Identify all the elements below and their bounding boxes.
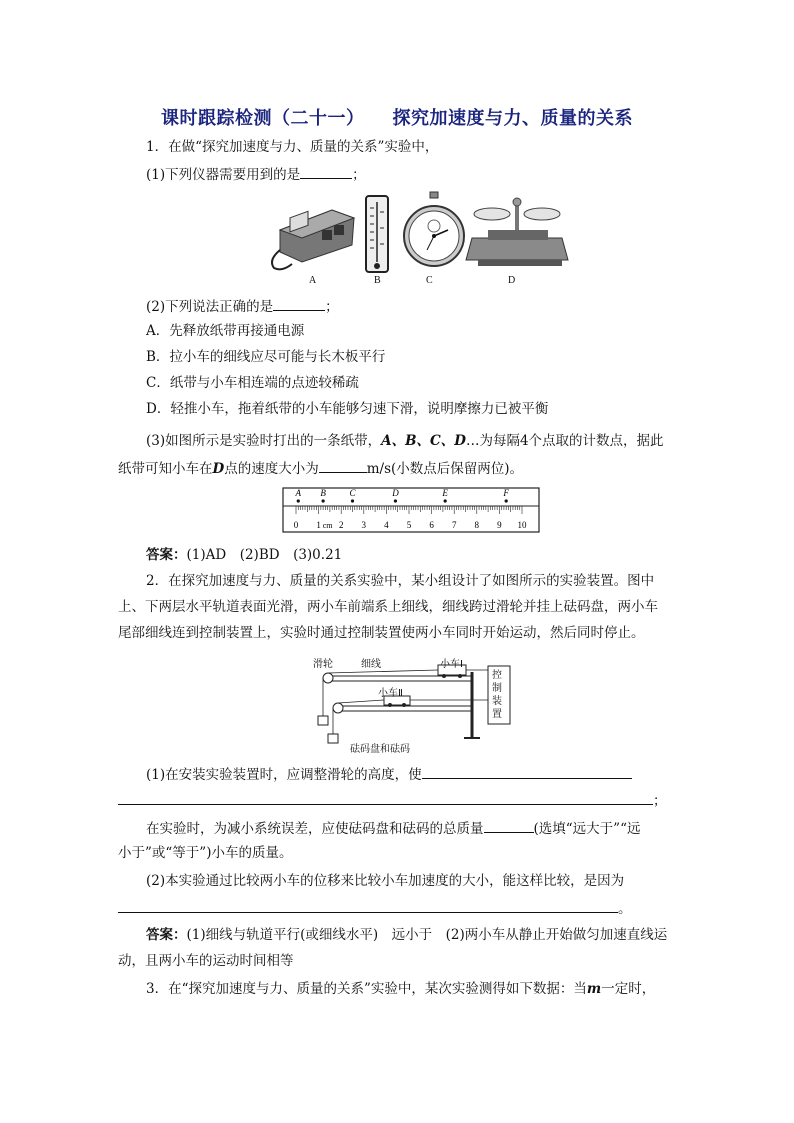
- instrument-label-b: B: [374, 275, 381, 286]
- ruler-number: 8: [474, 520, 480, 530]
- q2-part1-cont: ；: [118, 790, 678, 810]
- q1-answer: 答案：(1)AD (2)BD (3)0.21: [146, 547, 343, 563]
- ruler-number: 10: [517, 520, 527, 530]
- tape-dot: [351, 499, 354, 502]
- tape-point-label: C: [349, 488, 356, 498]
- answer-blank: [118, 790, 653, 805]
- ruler-unit: cm: [322, 521, 333, 530]
- q2-answer-line2: 动，且两小车的运动时间相等: [118, 953, 294, 969]
- ruler-number: 2: [338, 520, 344, 530]
- q2-part1b-line2: 小于”或“等于”)小车的质量。: [118, 845, 293, 861]
- answer-blank: [118, 898, 618, 913]
- tape-point-label: D: [392, 488, 399, 498]
- q2-stem-line2: 上、下两层水平轨道表面光滑，两小车前端系上细线，细线跨过滑轮并挂上砝码盘，两小车: [118, 599, 658, 615]
- ruler-number: 5: [406, 520, 412, 530]
- car-2-label: 小车Ⅱ: [378, 688, 403, 699]
- q2-part1: (1)在安装实验装置时，应调整滑轮的高度，使: [146, 764, 706, 784]
- q2-part2-line2: 。: [118, 898, 678, 918]
- title-part2: 探究加速度与力、质量的关系: [392, 108, 633, 129]
- ruler-number: 9: [497, 520, 502, 530]
- car-1-label: 小车Ⅰ: [440, 659, 463, 670]
- string-label: 细线: [361, 659, 381, 670]
- tape-dot: [322, 499, 325, 502]
- tape-dot: [297, 499, 300, 502]
- instrument-label-a: A: [309, 275, 317, 286]
- control-device-label: 控 制 装 置: [492, 670, 502, 720]
- stopwatch-icon: [404, 192, 464, 266]
- option-b: B．拉小车的细线应尽可能与长木板平行: [146, 349, 386, 365]
- answer-blank: [484, 818, 534, 833]
- ruler-number: 1: [316, 520, 321, 530]
- timer-device-icon: [272, 210, 354, 269]
- tape-dot: [505, 499, 508, 502]
- q1-part3-line1: (3)如图所示是实验时打出的一条纸带，A、B、C、D…为每隔4个点取的计数点，据此: [146, 433, 664, 449]
- tape-dot: [444, 499, 447, 502]
- ruler-number: 0: [293, 520, 299, 530]
- tape-point-label: A: [295, 488, 302, 498]
- thermometer-icon: [366, 196, 388, 272]
- answer-blank: [422, 764, 632, 779]
- q2-part1b-line1: 在实验时，为减小系统误差，应使砝码盘和砝码的总质量 (选填“远大于”“远: [146, 818, 706, 838]
- option-a: A．先释放纸带再接通电源: [146, 323, 305, 339]
- instrument-label-d: D: [508, 275, 516, 286]
- title-part1: 课时跟踪检测（二十一）: [161, 108, 365, 129]
- tape-point-label: F: [503, 488, 509, 498]
- q2-stem-line3: 尾部细线连到控制装置上，实验时通过控制装置使两小车同时开始运动，然后同时停止。: [118, 625, 645, 641]
- answer-blank: [300, 164, 352, 179]
- instrument-label-c: C: [426, 275, 433, 286]
- tape-dot: [394, 499, 397, 502]
- ruler-number: 4: [384, 520, 389, 530]
- q1-part3-line2: 纸带可知小车在D点的速度大小为 m/s(小数点后保留两位)。: [118, 458, 678, 478]
- page-title: [0, 104, 794, 130]
- ruler-number: 3: [361, 520, 367, 530]
- q3-stem: 3．在“探究加速度与力、质量的关系”实验中，某次实验测得如下数据：当m一定时，: [146, 981, 656, 997]
- q2-stem-line1: 2．在探究加速度与力、质量的关系实验中，某小组设计了如图所示的实验装置。图中: [146, 573, 655, 589]
- option-d: D．轻推小车，拖着纸带的小车能够匀速下滑，说明摩擦力已被平衡: [146, 401, 549, 417]
- answer-blank: [319, 458, 367, 473]
- ruler-number: 6: [429, 520, 434, 530]
- q2-part2-line1: (2)本实验通过比较两小车的位移来比较小车加速度的大小，能这样比较，是因为: [146, 873, 625, 889]
- weights-label: 砝码盘和砝码: [350, 744, 410, 755]
- q1-part2: (2)下列说法正确的是 ；: [146, 296, 706, 316]
- ruler-number: 7: [451, 520, 457, 530]
- q1-part1: (1)下列仪器需要用到的是 ；: [146, 164, 706, 184]
- paper-tape-figure: [282, 486, 542, 534]
- option-c: C．纸带与小车相连端的点迹较稀疏: [146, 375, 359, 391]
- balance-scale-icon: [466, 198, 568, 266]
- q1-stem: 1．在做“探究加速度与力、质量的关系”实验中，: [146, 139, 439, 155]
- tape-point-label: E: [442, 488, 448, 498]
- answer-blank: [273, 296, 325, 311]
- pulley-label: 滑轮: [313, 659, 333, 670]
- q2-answer-line1: 答案：(1)细线与轨道平行(或细线水平) 远小于 (2)两小车从静止开始做匀加速直线运: [146, 927, 668, 943]
- tape-point-label: B: [320, 488, 326, 498]
